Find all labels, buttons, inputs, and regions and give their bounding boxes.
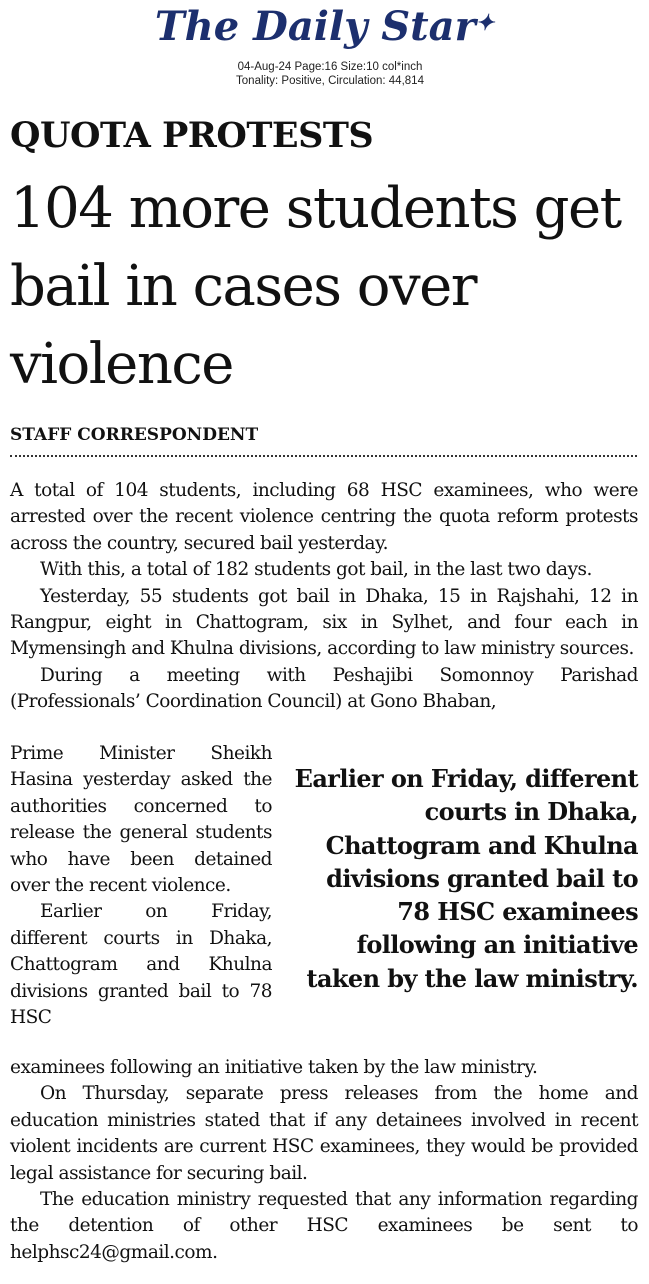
star-icon: ✦ bbox=[475, 10, 495, 36]
paragraph: Yesterday, 55 students got bail in Dhaka, 15 in Rajshahi, 12 in Rangpur, eight in Chattogram, six in Sylhet, and four each in Mymensingh and Khulna divisions, according to law ministry sources. bbox=[10, 585, 638, 660]
paragraph: examinees following an initiative taken by the law ministry. bbox=[10, 1057, 538, 1078]
article-body-top bbox=[10, 478, 638, 716]
article-kicker: QUOTA PROTESTS bbox=[10, 115, 374, 156]
paragraph: On Thursday, separate press releases from the home and education ministries stated that if any detainees involved in recent violent incidents are current HSC examinees, they would be provided legal assistance for securing bail. bbox=[10, 1083, 638, 1184]
paragraph: Earlier on Friday, different courts in Dhaka, Chattogram and Khulna divisions granted bail to 78 HSC bbox=[10, 901, 272, 1029]
article-headline: 104 more students get bail in cases over violence bbox=[10, 176, 621, 397]
paragraph: Prime Minister Sheikh Hasina yesterday asked the authorities concerned to release the general students who have been detained over the recent violence. bbox=[10, 743, 272, 897]
paragraph: A total of 104 students, including 68 HSC examinees, who were arrested over the recent violence centring the quota reform protests across the country, secured bail yesterday. bbox=[10, 480, 638, 554]
newspaper-logo bbox=[0, 2, 649, 52]
dotted-divider bbox=[10, 455, 637, 457]
pull-quote: Earlier on Friday, different courts in Dhaka, Chattogram and Khulna divisions granted bail to 78 HSC examinees following an initiative taken by the law ministry. bbox=[294, 764, 638, 993]
paragraph: During a meeting with Peshajibi Somonnoy Parishad (Professionals’ Coordination Council) at Gono Bhaban, bbox=[10, 664, 638, 713]
logo-text: The Daily Star bbox=[154, 3, 476, 50]
clip-info: 04-Aug-24 Page:16 Size:10 col*inch bbox=[237, 61, 423, 73]
clip-info-tonality: Tonality: Positive, Circulation: 44,814 bbox=[236, 75, 424, 87]
article-byline: STAFF CORRESPONDENT bbox=[10, 425, 259, 445]
article-body-bottom bbox=[10, 1055, 638, 1266]
article-body-column bbox=[10, 741, 272, 1031]
masthead bbox=[0, 2, 649, 52]
paragraph: The education ministry requested that any information regarding the detention of other HSC examinees be sent to helphsc24@gmail.com. bbox=[10, 1189, 638, 1263]
paragraph: With this, a total of 182 students got bail, in the last two days. bbox=[40, 559, 592, 581]
